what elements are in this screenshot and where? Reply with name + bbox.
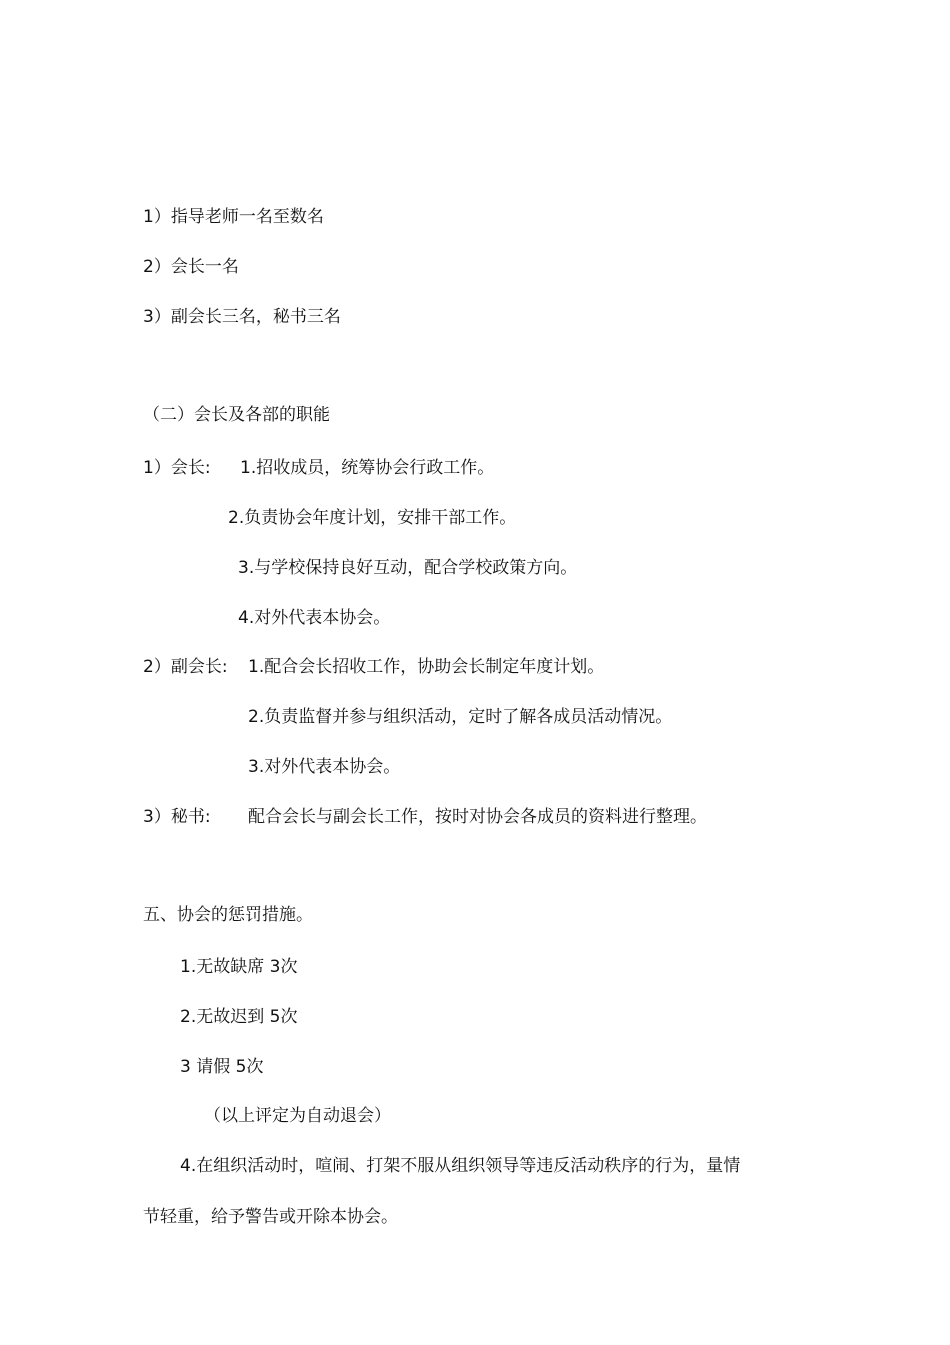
duties-heading: （二）会长及各部的职能 (143, 405, 330, 425)
penalties-heading: 五、协会的惩罚措施。 (143, 905, 313, 925)
staff-item-vice-secretary: 3）副会长三名，秘书三名 (143, 307, 341, 327)
penalty-note: （以上评定为自动退会） (204, 1106, 391, 1126)
vice-president-duty-1: 1.配合会长招收工作，协助会长制定年度计划。 (248, 657, 605, 677)
president-duty-1: 1.招收成员，统筹协会行政工作。 (240, 458, 495, 478)
vice-president-duty-3: 3.对外代表本协会。 (248, 757, 401, 777)
penalty-item-1: 1.无故缺席 3次 (180, 957, 298, 977)
penalty-item-4-line-2: 节轻重，给予警告或开除本协会。 (143, 1207, 398, 1227)
penalty-item-4-line-1: 4.在组织活动时，喧闹、打架不服从组织领导等违反活动秩序的行为，量情 (180, 1156, 741, 1176)
president-duty-2: 2.负责协会年度计划，安排干部工作。 (228, 508, 517, 528)
president-duty-3: 3.与学校保持良好互动，配合学校政策方向。 (238, 558, 578, 578)
president-label: 1）会长: (143, 458, 211, 478)
penalty-item-2: 2.无故迟到 5次 (180, 1007, 298, 1027)
vice-president-duty-2: 2.负责监督并参与组织活动，定时了解各成员活动情况。 (248, 707, 673, 727)
staff-item-president: 2）会长一名 (143, 257, 239, 277)
president-duty-4: 4.对外代表本协会。 (238, 608, 391, 628)
secretary-label: 3）秘书: (143, 807, 211, 827)
penalty-item-3: 3 请假 5次 (180, 1057, 264, 1077)
secretary-duty: 配合会长与副会长工作，按时对协会各成员的资料进行整理。 (248, 807, 707, 827)
staff-item-advisor: 1）指导老师一名至数名 (143, 207, 324, 227)
vice-president-label: 2）副会长: (143, 657, 228, 677)
